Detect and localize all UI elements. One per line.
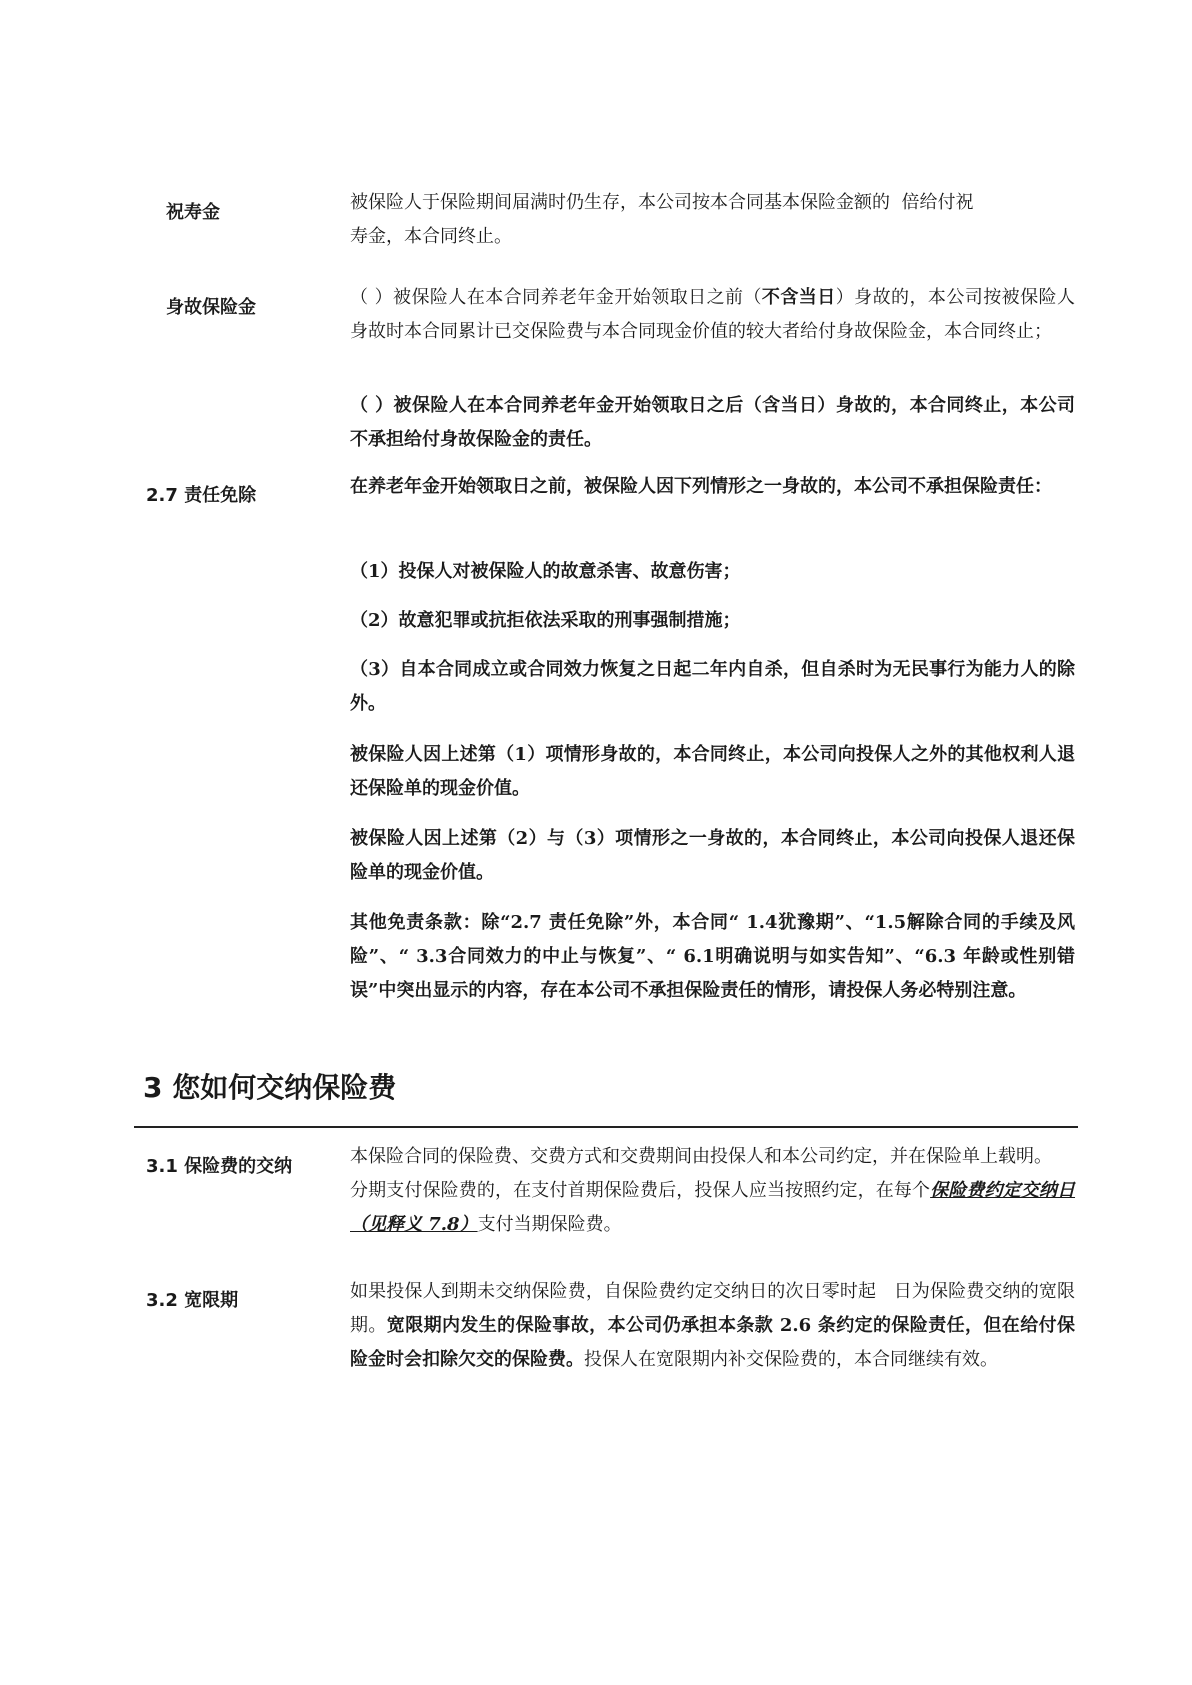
shoushoujin-text	[350, 186, 1075, 254]
shengu-para2: （ ）被保险人在本合同养老年金开始领取日之后（含当日）身故的，本合同终止，本公司不承担给付身故保险金的责任。	[350, 395, 1075, 450]
kuanxian-b: 宽限期内发生的保险事故，本公司仍承担本条款 2.6 条约定的保险责任，但在给付保险金时会扣除欠交的保险费。	[350, 1315, 1075, 1370]
premium-due-date-link[interactable]: 保险费约定交纳日（见释义 7.8）	[350, 1180, 1076, 1235]
jiaona-p1: 本保险合同的保险费、交费方式和交费期间由投保人和本公司约定，并在保险单上载明。	[350, 1146, 1052, 1167]
kuanxian-c: 投保人在宽限期内补交保险费的，本合同继续有效。	[584, 1349, 998, 1370]
shengu-p1-c: ）身故的，本公司按被保险人身故时本合同累计已交保险费与本合同现金价值的较大者给付身故保险金，本合同终止；	[350, 287, 1075, 342]
jiaona-p2-c: 支付当期保险费。	[477, 1214, 622, 1235]
shengu-p1-a: （ ）被保险人在本合同养老年金开始领取日之前（	[350, 287, 762, 308]
jiaona-p2	[350, 1174, 1075, 1242]
section-label-shengu: 身故保险金	[166, 297, 256, 318]
mianchu-intro: 在养老年金开始领取日之前，被保险人因下列情形之一身故的，本公司不承担保险责任：	[350, 476, 1052, 497]
mianchu-item1: （1）投保人对被保险人的故意杀害、故意伤害；	[350, 561, 741, 582]
section-3-title: 3 您如何交纳保险费	[143, 1071, 397, 1104]
jiaona-text	[350, 1140, 1075, 1242]
section-label-kuanxian: 3.2 宽限期	[146, 1290, 239, 1311]
section-divider	[134, 1126, 1078, 1128]
jiaona-p2-a: 分期支付保险费的，在支付首期保险费后，投保人应当按照约定，在每个	[350, 1180, 931, 1201]
mianchu-item3: （3）自本合同成立或合同效力恢复之日起二年内自杀，但自杀时为无民事行为能力人的除外。	[350, 659, 1075, 714]
kuanxian-a: 如果投保人到期未交纳保险费，自保险费约定交纳日的次日零时起 日为保险费交纳的宽限期。	[350, 1281, 1075, 1336]
shoushoujin-line1: 被保险人于保险期间届满时仍生存，本公司按本合同基本保险金额的 倍给付祝	[350, 192, 974, 213]
shengu-p1-b: 不含当日	[761, 287, 836, 308]
section-label-shoushoujin: 祝寿金	[166, 202, 220, 223]
kuanxian-text	[350, 1275, 1075, 1377]
section-label-jiaona: 3.1 保险费的交纳	[146, 1156, 293, 1177]
mianchu-item2: （2）故意犯罪或抗拒依法采取的刑事强制措施；	[350, 610, 741, 631]
shengu-para1	[350, 281, 1075, 349]
mianchu-para3: 其他免责条款：除“2.7 责任免除”外，本合同“ 1.4犹豫期”、“1.5解除合同的手续及风险”、“ 3.3合同效力的中止与恢复”、“ 6.1明确说明与如实告知”、“6.3 年龄或性别错误”中突出显示的内容，存在本公司不承担保险责任的情形，请投保人务必特别注意。	[350, 912, 1075, 1001]
mianchu-para1: 被保险人因上述第（1）项情形身故的，本合同终止，本公司向投保人之外的其他权利人退还保险单的现金价值。	[350, 744, 1075, 799]
shoushoujin-line2: 寿金，本合同终止。	[350, 226, 512, 247]
section-label-mianchu: 2.7 责任免除	[146, 485, 257, 506]
mianchu-para2: 被保险人因上述第（2）与（3）项情形之一身故的，本合同终止，本公司向投保人退还保险单的现金价值。	[350, 828, 1075, 883]
